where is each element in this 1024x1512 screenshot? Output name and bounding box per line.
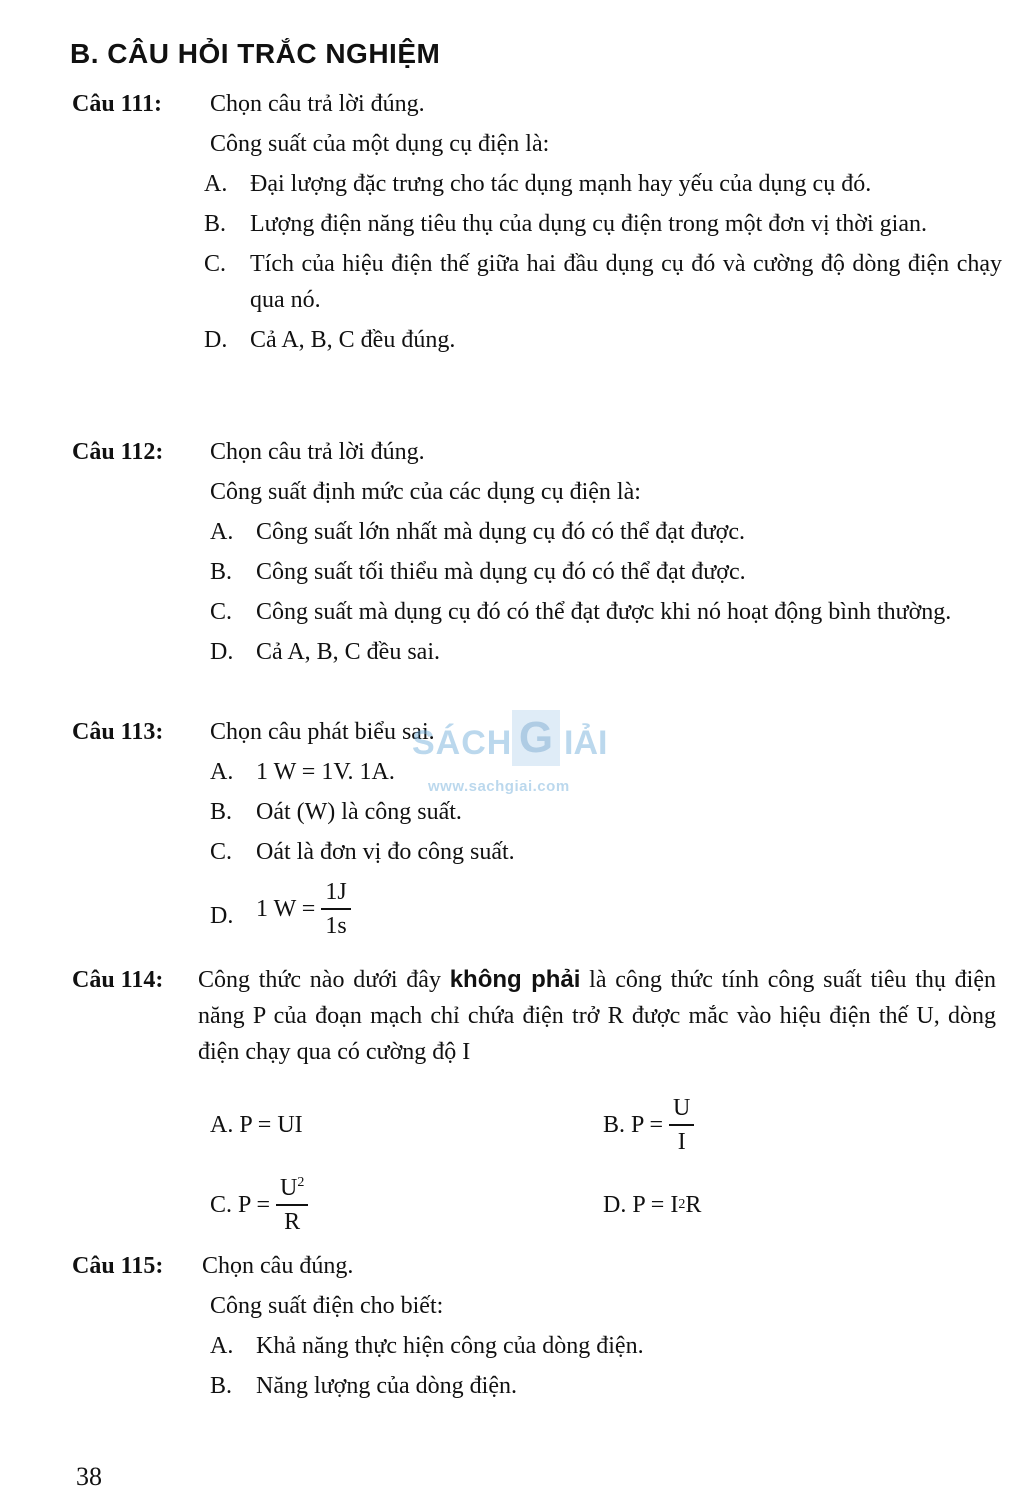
option-a <box>210 1328 1002 1364</box>
question-prompt <box>72 962 996 1070</box>
option-letter: A. <box>210 1112 234 1138</box>
question-prompt: Chọn câu trả lời đúng. <box>210 91 425 117</box>
watermark-brand-left: SÁCH <box>412 724 513 762</box>
option-d <box>210 876 1002 942</box>
option-text: Khả năng thực hiện công của dòng điện. <box>256 1333 644 1359</box>
question-label: Câu 114: <box>72 967 164 993</box>
fraction <box>669 1092 694 1158</box>
option-letter: B. <box>210 799 233 825</box>
question-label: Câu 112: <box>72 439 164 465</box>
option-b <box>210 794 1002 830</box>
question-114 <box>72 962 996 1238</box>
option-d: D. P = I 2 R <box>603 1172 996 1238</box>
question-label: Câu 113: <box>72 719 164 745</box>
option-letter: C. <box>204 251 227 277</box>
option-text: Cả A, B, C đều sai. <box>256 639 440 665</box>
option-text: Tích của hiệu điện thế giữa hai đầu dụng cụ đó và cường độ dòng điện chạy qua nó. <box>250 251 1002 313</box>
option-a <box>210 1092 603 1158</box>
prompt-text-rest: là công thức tính công suất tiêu thụ điện năng P của đoạn mạch chỉ chứa điện trở R được mắc vào hiệu điện thế U, dòng điện chạy qua có cường độ I <box>198 967 996 1065</box>
option-letter: B. <box>210 1373 233 1399</box>
fraction-numerator: 1J <box>321 876 350 910</box>
watermark-brand-right: IẢI <box>564 724 608 762</box>
option-text: Oát (W) là công suất. <box>256 799 462 825</box>
option-c <box>210 834 1002 870</box>
options-row-2 <box>210 1172 996 1238</box>
option-d <box>210 634 1002 670</box>
option-text: Đại lượng đặc trưng cho tác dụng mạnh hay yếu của dụng cụ đó. <box>250 171 872 197</box>
question-prompt: Chọn câu đúng. <box>202 1253 354 1279</box>
question-label: Câu 115: <box>72 1253 164 1279</box>
watermark-url: www.sachgiai.com <box>428 778 570 795</box>
option-c <box>204 246 1002 318</box>
option-letter: A. <box>210 759 234 785</box>
question-stem: Công suất điện cho biết: <box>210 1293 444 1319</box>
watermark <box>412 706 622 796</box>
option-letter: C. <box>210 1192 233 1218</box>
question-115 <box>72 1248 1002 1404</box>
option-b <box>603 1092 996 1158</box>
question-stem: Công suất định mức của các dụng cụ điện là: <box>210 479 641 505</box>
option-b <box>210 554 1002 590</box>
option-text: Oát là đơn vị đo công suất. <box>256 839 515 865</box>
question-112 <box>72 434 1002 670</box>
option-letter: A. <box>210 519 234 545</box>
fraction <box>321 876 350 942</box>
option-c <box>210 1172 603 1238</box>
option-text: Năng lượng của dòng điện. <box>256 1373 517 1399</box>
section-title: B. CÂU HỎI TRẮC NGHIỆM <box>70 38 441 69</box>
option-letter: B. <box>603 1112 626 1138</box>
option-text: 1 W = <box>256 896 316 922</box>
option-letter: D. <box>210 903 234 929</box>
option-a <box>204 166 1002 202</box>
prompt-text: Công thức nào dưới đây <box>198 967 450 993</box>
options-row-1 <box>210 1092 996 1158</box>
option-text: Lượng điện năng tiêu thụ của dụng cụ điện trong một đơn vị thời gian. <box>250 211 927 237</box>
option-text: P = <box>631 1112 664 1138</box>
option-letter: B. <box>210 559 233 585</box>
prompt-emphasis: không phải <box>449 966 581 993</box>
page-number: 38 <box>76 1462 102 1491</box>
option-text: P = UI <box>239 1112 303 1138</box>
option-text: Công suất lớn nhất mà dụng cụ đó có thể đạt được. <box>256 519 745 545</box>
question-prompt: Chọn câu trả lời đúng. <box>210 439 425 465</box>
option-c <box>210 594 1002 630</box>
option-text: Công suất tối thiểu mà dụng cụ đó có thể đạt được. <box>256 559 746 585</box>
watermark-brand-mid: G <box>512 710 560 766</box>
fraction <box>276 1172 308 1238</box>
option-letter: A. <box>204 171 228 197</box>
question-label: Câu 111: <box>72 91 163 117</box>
option-text-tail: R <box>685 1192 702 1218</box>
fraction-denominator: 1s <box>325 913 347 939</box>
option-letter: C. <box>210 839 233 865</box>
option-text: P = I <box>632 1192 679 1218</box>
option-b <box>210 1368 1002 1404</box>
option-text: Công suất mà dụng cụ đó có thể đạt được khi nó hoạt động bình thường. <box>256 599 952 625</box>
option-letter: B. <box>204 211 227 237</box>
option-b <box>204 206 1002 242</box>
fraction-denominator: I <box>677 1129 686 1155</box>
question-stem: Công suất của một dụng cụ điện là: <box>210 131 550 157</box>
option-letter: D. <box>210 639 234 665</box>
question-prompt: Chọn câu phát biểu sai. <box>210 719 435 745</box>
option-text: Cả A, B, C đều đúng. <box>250 327 456 353</box>
option-text: 1 W = 1V. 1A. <box>256 759 395 785</box>
option-text: P = <box>238 1192 271 1218</box>
numerator-exponent: 2 <box>297 1175 305 1190</box>
fraction-numerator <box>276 1172 308 1206</box>
numerator-base: U <box>280 1175 298 1201</box>
fraction-denominator: R <box>284 1209 301 1235</box>
option-letter: A. <box>210 1333 234 1359</box>
option-letter: C. <box>210 599 233 625</box>
option-letter: D. <box>603 1192 627 1218</box>
fraction-numerator: U <box>669 1092 694 1126</box>
question-111 <box>72 86 1002 358</box>
option-a <box>210 514 1002 550</box>
option-letter: D. <box>204 327 228 353</box>
option-d <box>204 322 1002 358</box>
